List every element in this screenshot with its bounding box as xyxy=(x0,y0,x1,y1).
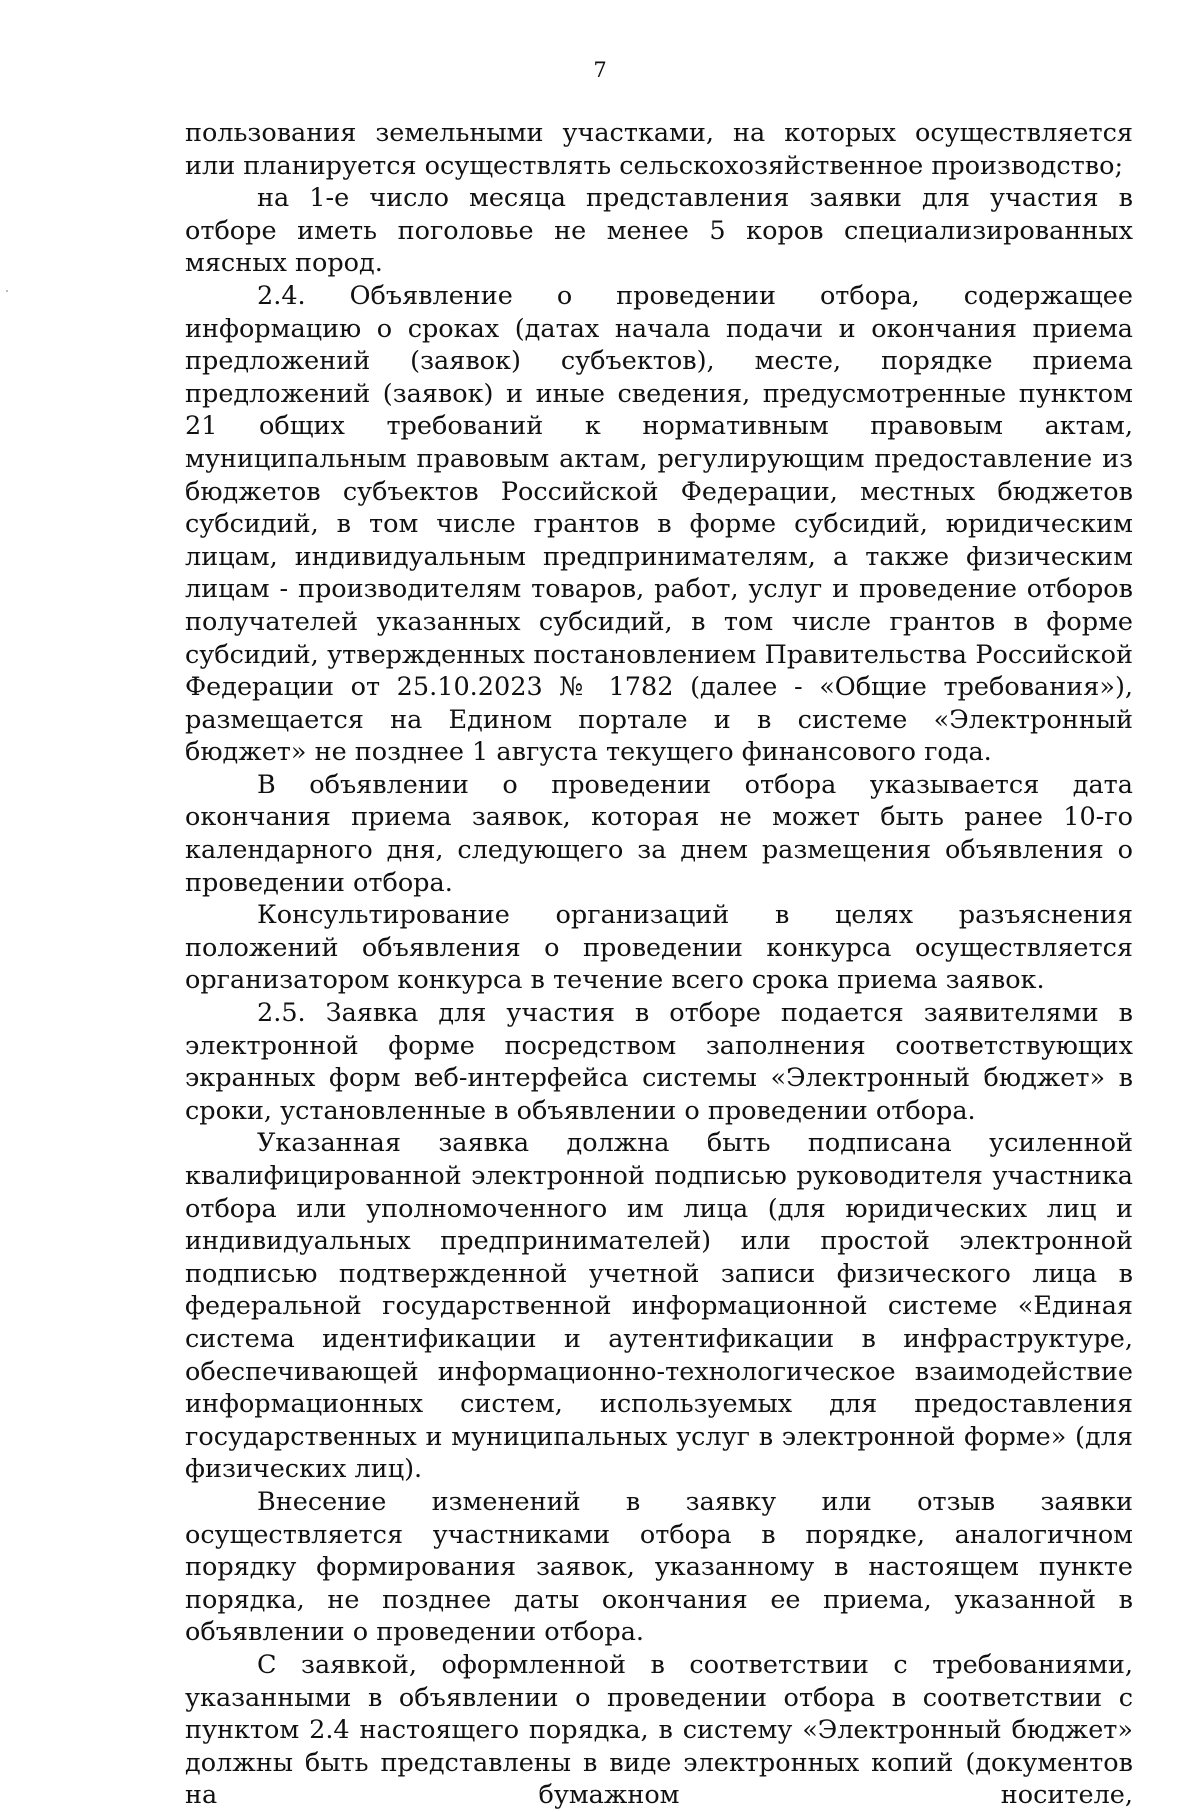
paragraph-attachments: С заявкой, оформленной в соответствии с требованиями, указанными в объявлении о проведении отбора в соответствии с пунктом 2.4 настоящего порядка, в систему «Электронный бюджет» должны быть представлены в виде электронных копий (документов на бумажном носителе, xyxy=(185,1649,1133,1811)
paragraph-deadline: В объявлении о проведении отбора указывается дата окончания приема заявок, которая не может быть ранее 10-го календарного дня, следующего за днем размещения объявления о проведении отбора. xyxy=(185,769,1133,898)
paragraph-consulting: Консультирование организаций в целях разъяснения положений объявления о проведении конкурса осуществляется организатором конкурса в течение всего срока приема заявок. xyxy=(185,900,1133,996)
paragraph-amendments: Внесение изменений в заявку или отзыв заявки осуществляется участниками отбора в порядке, аналогичном порядку формирования заявок, указанному в настоящем пункте порядка, не позднее даты окончания ее приема, указанной в объявлении о проведении отбора. xyxy=(185,1486,1133,1648)
paragraph-signature: Указанная заявка должна быть подписана усиленной квалифицированной электронной подписью руководителя участника отбора или уполномоченного им лица (для юридических лиц и индивидуальных предпринимателей) или простой электронной подписью подтвержденной учетной записи физического лица в федеральной государственной информационной системе «Единая система идентификации и аутентификации в инфраструктуре, обеспечивающей информационно-технологическое взаимодействие информационных систем, используемых для предоставления государственных и муниципальных услуг в электронной форме» (для физических лиц). xyxy=(185,1128,1133,1485)
document-body xyxy=(185,117,1133,1812)
page-number: 7 xyxy=(593,58,607,82)
paragraph-continuation: пользования земельными участками, на которых осуществляется или планируется осуществлять сельскохозяйственное производство; xyxy=(185,118,1133,181)
scan-speck xyxy=(6,290,8,292)
paragraph-2-4-announcement: 2.4. Объявление о проведении отбора, содержащее информацию о сроках (датах начала подачи и окончания приема предложений (заявок) субъектов), месте, порядке приема предложений (заявок) и иные сведения, предусмотренные пунктом 21 общих требований к нормативным правовым актам, муниципальным правовым актам, регулирующим предоставление из бюджетов субъектов Российской Федерации, местных бюджетов субсидий, в том числе грантов в форме субсидий, юридическим лицам, индивидуальным предпринимателям, а также физическим лицам - производителям товаров, работ, услуг и проведение отборов получателей указанных субсидий, в том числе грантов в форме субсидий, утвержденных постановлением Правительства Российской Федерации от 25.10.2023 № 1782 (далее - «Общие требования»), размещается на Едином портале и в системе «Электронный бюджет» не позднее 1 августа текущего финансового года. xyxy=(185,280,1133,768)
paragraph-2-5-application: 2.5. Заявка для участия в отборе подается заявителями в электронной форме посредством заполнения соответствующих экранных форм веб-интерфейса системы «Электронный бюджет» в сроки, установленные в объявлении о проведении отбора. xyxy=(185,998,1133,1126)
paragraph-livestock-requirement: на 1-е число месяца представления заявки для участия в отборе иметь поголовье не менее 5 коров специализированных мясных пород. xyxy=(185,183,1133,279)
